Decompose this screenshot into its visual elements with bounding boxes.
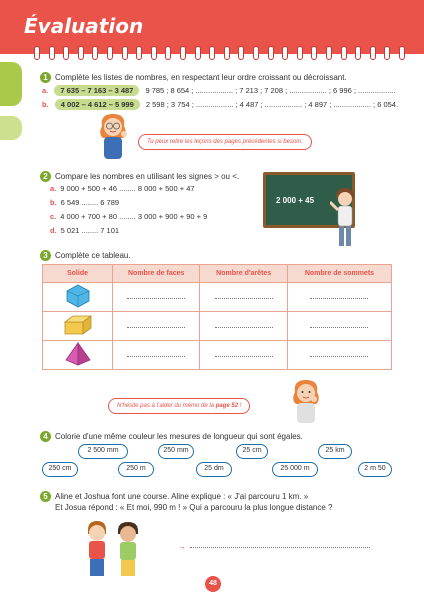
exercise-number: 3: [40, 250, 51, 261]
binder-ring: [224, 46, 230, 60]
binder-ring: [49, 46, 55, 60]
tip-bubble: Tu peux relire les leçons des pages précédentes si besoin.: [138, 134, 312, 150]
comparison-item[interactable]: [50, 226, 119, 235]
answer-cell[interactable]: [287, 312, 391, 341]
tip-page-ref: page 52: [215, 403, 239, 409]
binder-ring: [92, 46, 98, 60]
binder-rings: [34, 46, 424, 62]
solid-cell: [43, 283, 113, 312]
exercise-instruction: Colorie d'une même couleur les mesures de longueur qui sont égales.: [55, 432, 303, 441]
answer-cell[interactable]: [113, 312, 200, 341]
girl-illustration: [96, 112, 130, 162]
exercise-number: 1: [40, 72, 51, 83]
binder-ring: [34, 46, 40, 60]
answer-arrow: →: [178, 542, 186, 551]
binder-ring: [238, 46, 244, 60]
girl-illustration: [290, 378, 322, 424]
binder-ring: [107, 46, 113, 60]
binder-ring: [122, 46, 128, 60]
item-letter: c.: [50, 212, 57, 221]
answer-cell[interactable]: [113, 283, 200, 312]
side-tab: [0, 62, 22, 106]
table-row: [43, 283, 392, 312]
length-measure-chip[interactable]: 2 500 mm: [78, 444, 128, 459]
binder-ring: [399, 46, 405, 60]
binder-ring: [355, 46, 361, 60]
side-tab: [0, 116, 22, 140]
length-measure-chip[interactable]: 25 cm: [236, 444, 268, 459]
binder-ring: [209, 46, 215, 60]
number-sequence: 4 002 – 4 612 – 5 999: [55, 99, 140, 110]
answer-line[interactable]: [190, 547, 370, 548]
solids-table: [42, 264, 392, 370]
answer-cell[interactable]: [200, 283, 287, 312]
exercise-instruction: Complète ce tableau.: [55, 251, 131, 260]
exercise-number: 2: [40, 171, 51, 182]
binder-ring: [297, 46, 303, 60]
sequence-rest: 9 785 ; 8 654 ; .................. ; 7 213 ; 7 208 ; .................. ; 6 996 ; ..................: [145, 86, 396, 95]
page-number: 48: [205, 576, 221, 592]
table-row: [43, 312, 392, 341]
binder-ring: [151, 46, 157, 60]
boy-illustration: [330, 186, 360, 252]
exercise-number: 4: [40, 431, 51, 442]
answer-cell[interactable]: [200, 312, 287, 341]
item-text: 6 549 ........ 6 789: [60, 198, 120, 207]
pyramid-icon: [64, 342, 92, 366]
answer-cell[interactable]: [200, 341, 287, 370]
answer-cell[interactable]: [287, 283, 391, 312]
answer-cell[interactable]: [287, 341, 391, 370]
binder-ring: [282, 46, 288, 60]
binder-ring: [268, 46, 274, 60]
item-text: 9 000 + 500 + 46 ........ 8 000 + 500 + 47: [60, 184, 195, 193]
table-header: Solide: [43, 265, 113, 283]
answer-cell[interactable]: [113, 341, 200, 370]
table-header: Nombre de faces: [113, 265, 200, 283]
comparison-item[interactable]: [50, 198, 119, 207]
length-measure-chip[interactable]: 250 mm: [158, 444, 194, 459]
exercise-text: Aline et Joshua font une course. Aline explique : « J'ai parcouru 1 km. »: [55, 492, 309, 501]
children-illustration: [82, 520, 148, 578]
binder-ring: [63, 46, 69, 60]
comparison-item[interactable]: [50, 212, 207, 221]
exercise-instruction: Compare les nombres en utilisant les signes > ou <.: [55, 172, 240, 181]
tip-text: N'hésite pas à t'aider du mémo de la: [117, 403, 216, 409]
length-measure-chip[interactable]: 250 m: [118, 462, 154, 477]
length-measure-chip[interactable]: 25 dm: [196, 462, 232, 477]
item-letter: d.: [50, 226, 57, 235]
exercise-text: Et Josua répond : « Et moi, 990 m ! » Qui a parcouru la plus longue distance ?: [55, 503, 333, 512]
length-measure-chip[interactable]: 2 m 50: [358, 462, 392, 477]
solid-cell: [43, 312, 113, 341]
item-text: 4 000 + 700 + 80 ........ 3 000 + 900 + 90 + 9: [60, 212, 208, 221]
exercise-row: [42, 86, 396, 95]
number-sequence: 7 635 – 7 163 – 3 487: [54, 85, 139, 96]
exercise-instruction: Complète les listes de nombres, en respectant leur ordre croissant ou décroissant.: [55, 73, 347, 82]
binder-ring: [195, 46, 201, 60]
binder-ring: [136, 46, 142, 60]
binder-ring: [341, 46, 347, 60]
item-letter: a.: [42, 86, 49, 95]
item-text: 5 021 ........ 7 101: [60, 226, 120, 235]
item-letter: b.: [50, 198, 57, 207]
binder-ring: [165, 46, 171, 60]
exercise-number: 5: [40, 491, 51, 502]
item-letter: b.: [42, 100, 49, 109]
sequence-rest: 2 598 ; 3 754 ; .................. ; 4 487 ; .................. ; 4 897 ; .................. ; 6 054.: [145, 100, 399, 109]
binder-ring: [253, 46, 259, 60]
length-measure-chip[interactable]: 250 cm: [42, 462, 78, 477]
tip-text: !: [238, 403, 242, 409]
solid-cell: [43, 341, 113, 370]
exercise-row: [42, 100, 398, 109]
binder-ring: [326, 46, 332, 60]
tip-bubble: [108, 398, 250, 414]
page-title: Évaluation: [24, 14, 144, 38]
comparison-item[interactable]: [50, 184, 195, 193]
item-letter: a.: [50, 184, 57, 193]
binder-ring: [384, 46, 390, 60]
binder-ring: [311, 46, 317, 60]
binder-ring: [180, 46, 186, 60]
hexagonal-prism-icon: [65, 284, 91, 308]
length-measure-chip[interactable]: 25 km: [318, 444, 352, 459]
binder-ring: [78, 46, 84, 60]
table-row: [43, 341, 392, 370]
table-header: Nombre d'arêtes: [200, 265, 287, 283]
binder-ring: [370, 46, 376, 60]
length-measure-chip[interactable]: 25 000 m: [272, 462, 318, 477]
chalkboard-text: 2 000 + 45: [276, 196, 315, 205]
rectangular-prism-icon: [63, 314, 93, 336]
table-header: Nombre de sommets: [287, 265, 391, 283]
